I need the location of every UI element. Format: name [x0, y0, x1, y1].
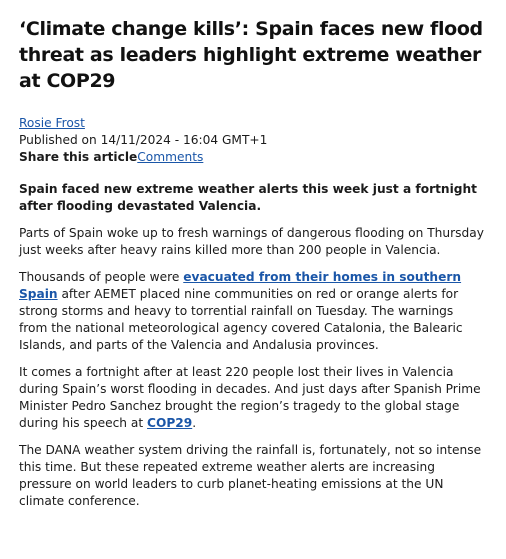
evacuation-link[interactable]: evacuated from their homes in southern Spain	[19, 270, 462, 301]
paragraph-3-text-a: It comes a fortnight after at least 220 people lost their lives in Valencia during Spain’s worst flooding in decades. And just days after Spanish Prime Minister Pedro Sanchez brought the region’s tragedy to the global stage during his speech at	[19, 365, 481, 430]
article-meta	[19, 115, 267, 166]
paragraph-3-text-b: .	[192, 416, 197, 430]
author-line	[19, 115, 267, 132]
article-title: ‘Climate change kills’: Spain faces new flood threat as leaders highlight extreme weather at COP29	[19, 18, 483, 92]
publish-date: Published on 14/11/2024 - 16:04 GMT+1	[19, 133, 268, 147]
article-body	[19, 181, 485, 520]
article-lead: Spain faced new extreme weather alerts this week just a fortnight after flooding devastated Valencia.	[19, 182, 478, 213]
paragraph-1: Parts of Spain woke up to fresh warnings of dangerous flooding on Thursday just weeks after heavy rains killed more than 200 people in Valencia.	[19, 226, 484, 257]
share-article-label[interactable]: Share this article	[19, 150, 138, 164]
paragraph-2-text-a: Thousands of people were	[19, 270, 184, 284]
paragraph-4: The DANA weather system driving the rainfall is, fortunately, not so intense this time. But these repeated extreme weather alerts are increasing pressure on world leaders to curb planet-heating emissions at the UN climate conference.	[19, 443, 482, 508]
top-link-fragment[interactable]	[19, 0, 41, 4]
share-row	[19, 149, 267, 166]
paragraph-2	[19, 269, 485, 354]
cop29-link[interactable]: COP29	[147, 416, 193, 430]
paragraph-3	[19, 364, 485, 432]
comments-link[interactable]: Comments	[137, 150, 204, 164]
author-link[interactable]: Rosie Frost	[19, 116, 85, 130]
paragraph-2-text-b: after AEMET placed nine communities on red or orange alerts for strong storms and heavy to torrential rainfall on Tuesday. The warnings from the national meteorological agency covered Catalonia, the Balearic Islands, and parts of the Valencia and Andalusia provinces.	[19, 287, 463, 352]
